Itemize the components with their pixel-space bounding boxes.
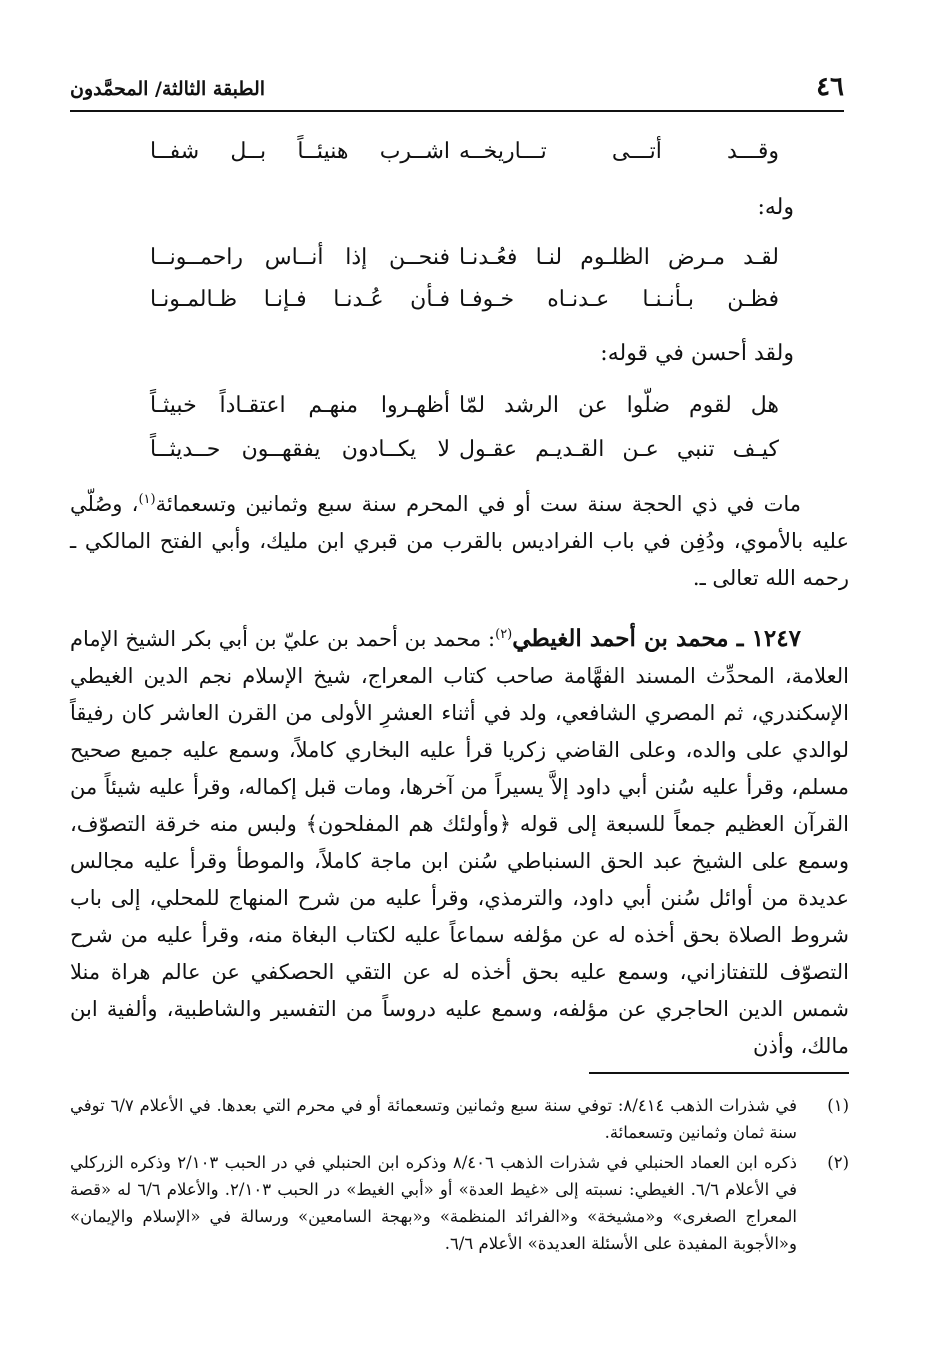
footnote-ref: (١) <box>138 492 156 507</box>
verse-line <box>150 430 779 470</box>
footnote-text: في شذرات الذهب ٨/٤١٤: توفي سنة سبع وثمانين وتسعمائة أو في محرم التي بعدها. في الأعلام ٦/٧ توفي سنة ثمان وثمانين وتسعمائة. <box>70 1096 797 1142</box>
page-header <box>70 70 844 106</box>
verse-hemistich-left: لا يكــادون يفقهــون حــديثــاً <box>150 437 450 462</box>
verse-hemistich-right: فظـن بـأنـنـا عـدنـاه خـوفـا <box>459 287 779 312</box>
verse-hemistich-left: فنحــن إذا أنــاس راحمــونــا <box>150 245 450 270</box>
footnote <box>70 1149 849 1257</box>
footnote <box>70 1092 849 1146</box>
header-rule <box>70 110 844 112</box>
paragraph-text: مات في ذي الحجة سنة ست أو في المحرم سنة سبع وثمانين وتسعمائة <box>155 492 801 516</box>
footnotes <box>70 1092 849 1260</box>
verse-intro: ولقد أحسن في قوله: <box>600 341 794 366</box>
verse-hemistich-right: لقـد مـرض الظلـوم لنـا فعُـدنـا <box>459 245 779 270</box>
verse-hemistich-right: وقـــد أتـــى تـــاريخــه <box>459 139 779 164</box>
verse-line <box>150 386 779 426</box>
biography-entry <box>70 620 849 1065</box>
verse-line <box>150 132 779 172</box>
verse-hemistich-right: هل لقوم ضلّوا عن الرشد لمّا <box>459 393 779 418</box>
verse-line <box>150 238 779 278</box>
running-title: الطبقة الثالثة/ المحمَّدون <box>70 78 266 100</box>
verse-hemistich-left: فـأن عُـدنـا فـإنـا ظـالمـونـا <box>150 287 450 312</box>
verse-intro: وله: <box>757 195 794 220</box>
verse-hemistich-left: اشــرب هنيئــاً بــل شفــا <box>150 139 450 164</box>
footnote-rule <box>589 1072 849 1074</box>
verse-line <box>150 280 779 320</box>
footnote-number: (٢) <box>827 1153 849 1172</box>
death-paragraph <box>70 486 849 597</box>
verse-hemistich-right: كيـف تنبي عـن القـديـم عقـول <box>459 437 779 462</box>
paragraph-text: ، وصُلّي عليه بالأموي، ودُفِن في باب الفراديس بالقرب من قبري ابن مليك، وأبي الفتح المالكي ـ رحمه الله تعالى ـ. <box>70 492 849 590</box>
footnote-text: ذكره ابن العماد الحنبلي في شذرات الذهب ٨/٤٠٦ وذكره ابن الحنبلي في در الحبب ٢/١٠٣ وذكره الزركلي في الأعلام ٦/٦. الغيطي: نسبته إلى «غيط العدة» أو «أبي الغيط» در الحبب ٢/١٠٣. والأعلام ٦/٦ له «قصة المعراج الصغرى» و«مشيخة» و«الفرائد المنظمة» و«بهجة السامعين» ورسالة في «الإسلام والإيمان» و«الأجوبة المفيدة على الأسئلة العديدة» الأعلام ٦/٦. <box>70 1153 798 1253</box>
footnote-number: (١) <box>827 1096 849 1115</box>
footnote-ref: (٢) <box>495 627 513 642</box>
entry-text: : محمد بن أحمد بن عليّ بن أبي بكر الشيخ الإمام العلامة، المحدِّث المسند الفهَّامة صاحب كتاب المعراج، شيخ الإسلام نجم الدين الغيطي الإسكندري، ثم المصري الشافعي، ولد في أثناء العشرِ الأولى من القرن العاشر كان رفيقاً لوالدي على والده، وعلى القاضي زكريا قرأ عليه البخاري كاملاً، وسمع عليه جميع صحيح مسلم، وقرأ عليه سُنن أبي داود إلاَّ يسيراً من آخرها، ومات قبل إكماله، وقرأ عليه شيئاً من القرآن العظيم جمعاً للسبعة إلى قوله ﴿وأولئك هم المفلحون﴾ ولبس منه خرقة التصوّف، وسمع على الشيخ عبد الحق السنباطي سُنن ابن ماجة كاملاً، والموطأ وقرأ عليه مجالس عديدة من أوائل سُنن أبي داود، والترمذي، وقرأ عليه من شرح المنهاج للمحلي، إلى باب شروط الصلاة بحق أخذه له عن مؤلفه سماعاً عليه لكتاب البغاة منه، وقرأ عليه من شرح التصوّف للتفتازاني، وسمع عليه بحق أخذه له عن التقي الحصكفي عن عالم هراة منلا شمس الدين الحاجري عن مؤلفه، وسمع عليه دروساً من التفسير والشاطبية، وألفية ابن مالك، وأذن <box>70 627 849 1058</box>
entry-heading: ١٢٤٧ ـ محمد بن أحمد الغيطي <box>512 625 801 652</box>
verse-hemistich-left: أظهـروا منهـم اعتقـاداً خبيثـاً <box>150 393 450 418</box>
page-number: ٤٦ <box>816 72 844 102</box>
